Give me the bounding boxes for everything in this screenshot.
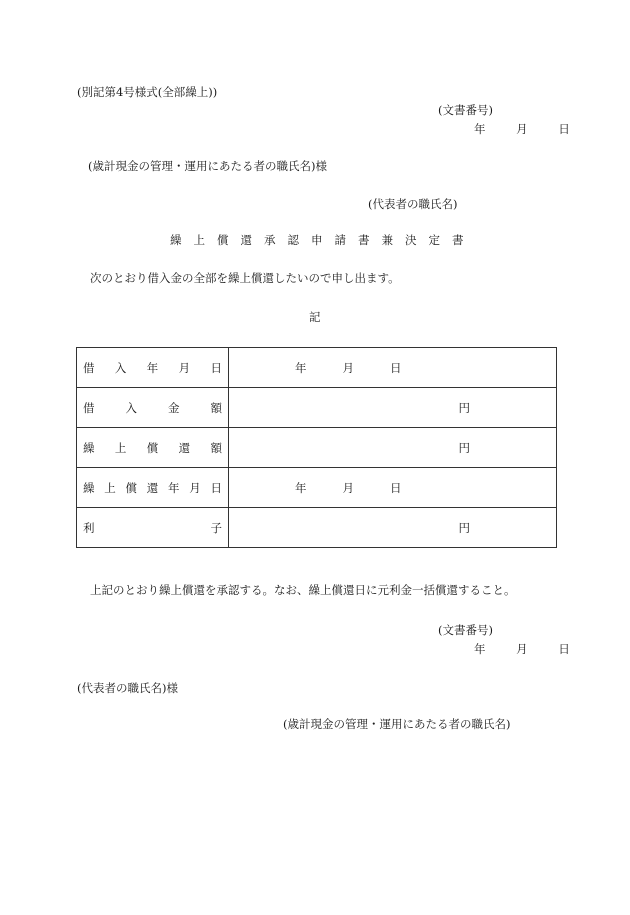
row-label-char: 償 — [146, 440, 159, 455]
row-label — [77, 428, 229, 468]
title-char: 償 — [217, 233, 229, 247]
sender: (代表者の職氏名) — [368, 197, 458, 211]
row-value[interactable] — [229, 348, 557, 388]
row-label-char: 上 — [104, 480, 116, 495]
title-char: 定 — [428, 233, 440, 247]
title-char: 兼 — [381, 233, 393, 247]
row-label-char: 入 — [125, 400, 137, 415]
row-label-char: 年 — [168, 480, 180, 495]
row-label-char: 金 — [168, 400, 180, 415]
footer-addressee: (代表者の職氏名)様 — [77, 681, 178, 695]
row-label-char: 日 — [210, 480, 222, 495]
row-value[interactable] — [229, 468, 557, 508]
row-label-char: 借 — [83, 400, 95, 415]
footer-date-month: 月 — [516, 642, 528, 656]
row-label-char: 還 — [146, 480, 159, 495]
title-char: 請 — [334, 233, 346, 247]
title-char: 書 — [358, 233, 370, 247]
header-date-year: 年 — [474, 122, 486, 136]
row-date-month: 月 — [342, 480, 354, 495]
row-yen-unit: 円 — [458, 440, 470, 455]
row-label-char: 利 — [83, 520, 95, 535]
row-date-day: 日 — [390, 360, 402, 375]
table-row — [77, 468, 557, 508]
title-char: 決 — [405, 233, 417, 247]
row-label-char: 月 — [189, 480, 201, 495]
row-date-year: 年 — [295, 480, 307, 495]
title-char: 繰 — [170, 233, 182, 247]
row-label-char: 借 — [83, 360, 95, 375]
row-label-char: 繰 — [83, 480, 95, 495]
title-char: 書 — [452, 233, 464, 247]
row-label-char: 償 — [125, 480, 137, 495]
table-row — [77, 388, 557, 428]
row-date-day: 日 — [390, 480, 402, 495]
row-label — [77, 348, 229, 388]
title-char: 還 — [240, 233, 252, 247]
row-label-char: 入 — [114, 360, 127, 375]
title-char: 認 — [287, 233, 299, 247]
header-date-day: 日 — [558, 122, 570, 136]
row-label — [77, 388, 229, 428]
body-text: 次のとおり借入金の全部を繰上償還したいので申し出ます。 — [90, 271, 400, 285]
footer-date — [474, 644, 570, 656]
row-date-month: 月 — [342, 360, 354, 375]
title-char: 上 — [193, 233, 205, 247]
addressee: (歳計現金の管理・運用にあたる者の職氏名)様 — [88, 159, 327, 173]
table-row — [77, 348, 557, 388]
row-yen-unit: 円 — [458, 520, 470, 535]
title-char: 申 — [311, 233, 323, 247]
row-value[interactable] — [229, 388, 557, 428]
title-char: 承 — [264, 233, 276, 247]
table-row — [77, 508, 557, 548]
row-label-char: 月 — [178, 360, 191, 375]
row-label-char: 額 — [210, 400, 222, 415]
row-label-char: 額 — [210, 440, 222, 455]
document-title — [170, 235, 464, 247]
header-doc-number: (文書番号) — [438, 103, 493, 117]
row-value[interactable] — [229, 508, 557, 548]
footer-date-day: 日 — [558, 642, 570, 656]
form-number: (別記第4号様式(全部繰上)) — [77, 85, 218, 99]
row-label-char: 還 — [178, 440, 191, 455]
footer-sender: (歳計現金の管理・運用にあたる者の職氏名) — [283, 717, 511, 731]
footer-doc-number: (文書番号) — [438, 623, 493, 637]
row-label-char: 子 — [210, 520, 222, 535]
row-date-year: 年 — [295, 360, 307, 375]
ki-mark: 記 — [309, 310, 321, 324]
loan-repayment-table — [76, 347, 557, 548]
table-row — [77, 428, 557, 468]
row-yen-unit: 円 — [458, 400, 470, 415]
row-label-char: 上 — [114, 440, 127, 455]
header-date — [474, 124, 570, 136]
row-label — [77, 468, 229, 508]
row-value[interactable] — [229, 428, 557, 468]
row-label-char: 繰 — [83, 440, 95, 455]
row-label-char: 日 — [210, 360, 222, 375]
approval-text: 上記のとおり繰上償還を承認する。なお、繰上償還日に元利金一括償還すること。 — [90, 583, 516, 597]
footer-date-year: 年 — [474, 642, 486, 656]
row-label-char: 年 — [146, 360, 159, 375]
header-date-month: 月 — [516, 122, 528, 136]
row-label — [77, 508, 229, 548]
